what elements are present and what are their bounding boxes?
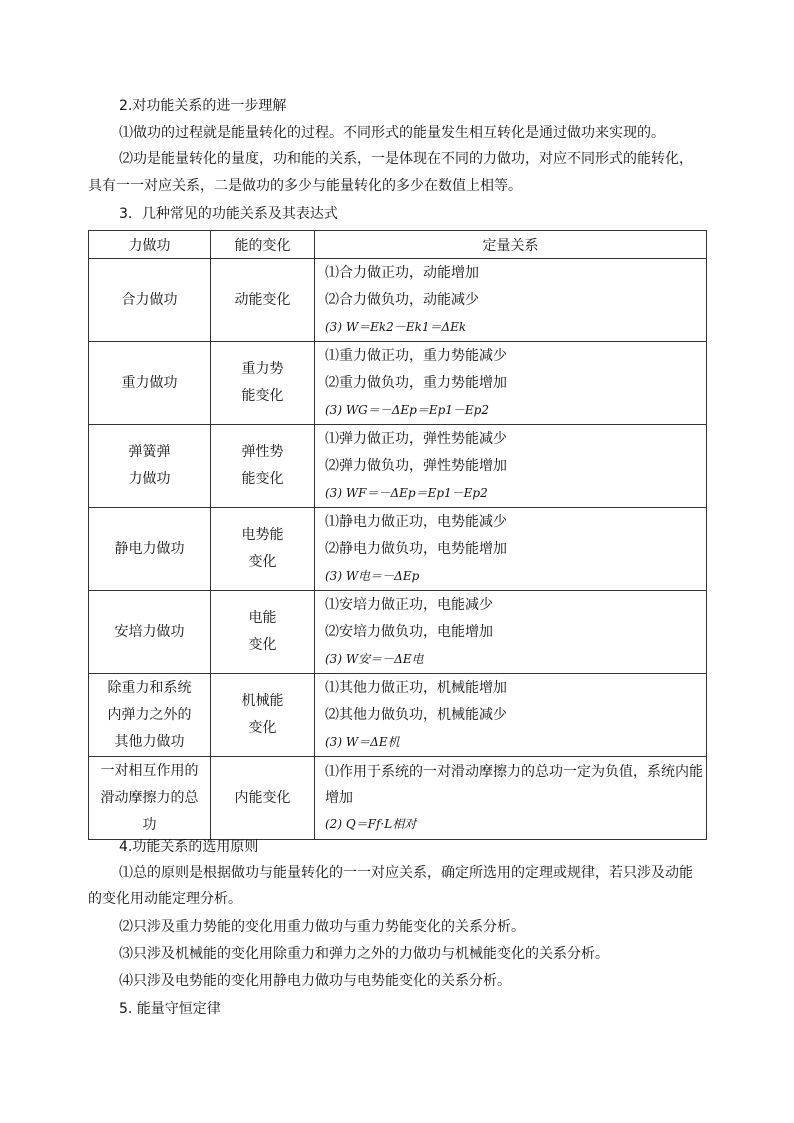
paragraph-2-1: ⑴做功的过程就是能量转化的过程。不同形式的能量发生相互转化是通过做功来实现的。 xyxy=(119,125,665,141)
section-3-heading: 3．几种常见的功能关系及其表达式 xyxy=(119,206,338,222)
table-header-row xyxy=(89,231,707,259)
change-cell: 电势能 变化 xyxy=(211,508,315,591)
relation-cell: ⑴合力做正功，动能增加 ⑵合力做负功，动能减少 (3) W＝Ek2－Ek1＝ΔEk xyxy=(315,259,707,342)
section-4-heading: 4.功能关系的选用原则 xyxy=(119,839,259,855)
header-quantitative-relation: 定量关系 xyxy=(315,231,707,259)
paragraph-4-1-line1: ⑴总的原则是根据做功与能量转化的一一对应关系，确定所选用的定理或规律，若只涉及动能 xyxy=(119,865,693,881)
section-2-heading: 2.对功能关系的进一步理解 xyxy=(119,98,287,114)
paragraph-4-2: ⑵只涉及重力势能的变化用重力做功与重力势能变化的关系分析。 xyxy=(119,919,525,935)
header-force-work: 力做功 xyxy=(89,231,211,259)
paragraph-4-3: ⑶只涉及机械能的变化用除重力和弹力之外的力做功与机械能变化的关系分析。 xyxy=(119,946,609,962)
change-cell: 弹性势 能变化 xyxy=(211,425,315,508)
table-row xyxy=(89,674,707,757)
section-5-heading: 5. 能量守恒定律 xyxy=(119,1001,221,1017)
table-row xyxy=(89,342,707,425)
paragraph-4-1-line2: 的变化用动能定理分析。 xyxy=(88,891,242,907)
force-cell: 除重力和系统 内弹力之外的 其他力做功 xyxy=(89,674,211,757)
table-row xyxy=(89,508,707,591)
change-cell: 电能 变化 xyxy=(211,591,315,674)
relation-cell: ⑴其他力做正功，机械能增加 ⑵其他力做负功，机械能减少 (3) W＝ΔE机 xyxy=(315,674,707,757)
table-row xyxy=(89,425,707,508)
relation-cell: ⑴重力做正功，重力势能减少 ⑵重力做负功，重力势能增加 (3) WG＝－ΔEp＝Ep1－Ep2 xyxy=(315,342,707,425)
force-cell: 安培力做功 xyxy=(89,591,211,674)
force-cell: 静电力做功 xyxy=(89,508,211,591)
relation-cell: ⑴安培力做正功，电能减少 ⑵安培力做负功，电能增加 (3) W安＝－ΔE电 xyxy=(315,591,707,674)
paragraph-2-2-line2: 具有一一对应关系，二是做功的多少与能量转化的多少在数值上相等。 xyxy=(88,178,522,194)
force-cell: 重力做功 xyxy=(89,342,211,425)
function-relation-table xyxy=(88,230,707,840)
header-energy-change: 能的变化 xyxy=(211,231,315,259)
change-cell: 重力势 能变化 xyxy=(211,342,315,425)
relation-cell: ⑴作用于系统的一对滑动摩擦力的总功一定为负值，系统内能增加 (2) Q＝Ff·L相对 xyxy=(315,757,707,840)
table-row xyxy=(89,757,707,840)
change-cell: 动能变化 xyxy=(211,259,315,342)
force-cell: 弹簧弹 力做功 xyxy=(89,425,211,508)
paragraph-2-2-line1: ⑵功是能量转化的量度，功和能的关系，一是体现在不同的力做功，对应不同形式的能转化， xyxy=(119,151,693,167)
force-cell: 一对相互作用的 滑动摩擦力的总 功 xyxy=(89,757,211,840)
table-row xyxy=(89,591,707,674)
relation-cell: ⑴静电力做正功，电势能减少 ⑵静电力做负功，电势能增加 (3) W电＝－ΔEp xyxy=(315,508,707,591)
paragraph-4-4: ⑷只涉及电势能的变化用静电力做功与电势能变化的关系分析。 xyxy=(119,973,511,989)
force-cell: 合力做功 xyxy=(89,259,211,342)
change-cell: 内能变化 xyxy=(211,757,315,840)
relation-cell: ⑴弹力做正功，弹性势能减少 ⑵弹力做负功，弹性势能增加 (3) WF＝－ΔEp＝Ep1－Ep2 xyxy=(315,425,707,508)
change-cell: 机械能 变化 xyxy=(211,674,315,757)
table-row xyxy=(89,259,707,342)
